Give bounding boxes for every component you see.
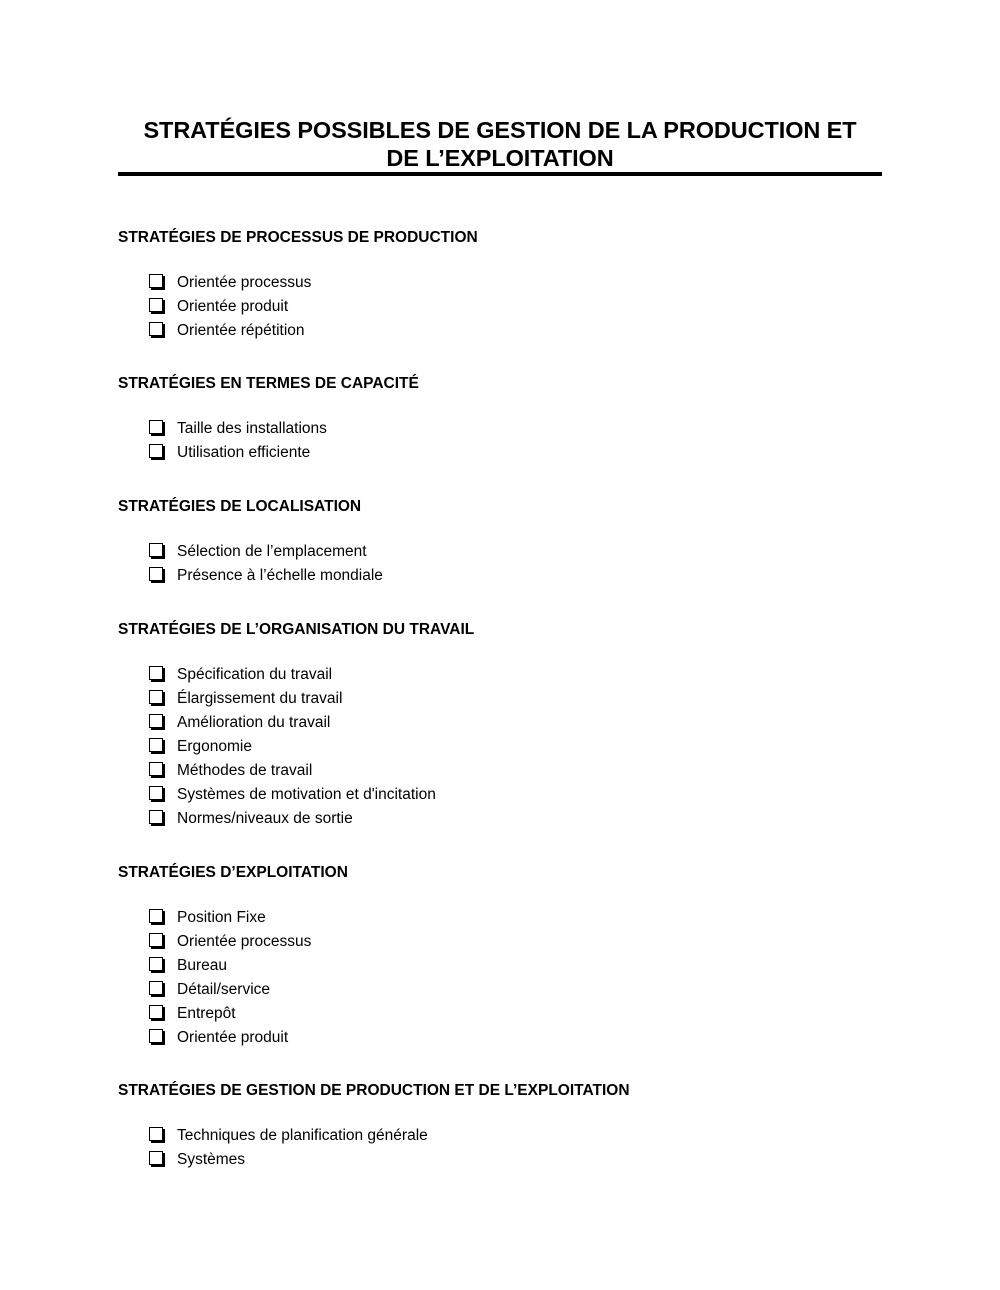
title-underline <box>118 172 882 176</box>
checklist-item[interactable] <box>149 711 882 735</box>
section-heading: STRATÉGIES EN TERMES DE CAPACITÉ <box>118 375 419 392</box>
section-gestion-production-exploitation <box>118 1082 882 1172</box>
item-label: Position Fixe <box>177 909 266 926</box>
item-label: Bureau <box>177 957 227 974</box>
checkbox-icon[interactable] <box>149 543 163 557</box>
checklist-item[interactable] <box>149 663 882 687</box>
title-line-2: DE L’EXPLOITATION <box>386 145 614 171</box>
item-label: Orientée processus <box>177 933 312 950</box>
checklist-item[interactable] <box>149 564 882 588</box>
section-localisation <box>118 498 882 588</box>
item-label: Sélection de l’emplacement <box>177 543 367 560</box>
checklist-item[interactable] <box>149 417 882 441</box>
checkbox-icon[interactable] <box>149 1005 163 1019</box>
checkbox-icon[interactable] <box>149 909 163 923</box>
checklist-item[interactable] <box>149 807 882 831</box>
item-label: Orientée répétition <box>177 322 305 339</box>
checkbox-icon[interactable] <box>149 690 163 704</box>
checklist-item[interactable] <box>149 954 882 978</box>
checklist-item[interactable] <box>149 759 882 783</box>
checkbox-icon[interactable] <box>149 444 163 458</box>
item-label: Orientée produit <box>177 1029 289 1046</box>
checkbox-icon[interactable] <box>149 957 163 971</box>
checklist-item[interactable] <box>149 783 882 807</box>
checkbox-icon[interactable] <box>149 666 163 680</box>
item-label: Amélioration du travail <box>177 714 331 731</box>
checkbox-icon[interactable] <box>149 298 163 312</box>
title-line-1: STRATÉGIES POSSIBLES DE GESTION DE LA PRODUCTION ET <box>143 117 857 143</box>
checklist-item[interactable] <box>149 735 882 759</box>
section-exploitation <box>118 864 882 1050</box>
section-processus-production <box>118 229 882 343</box>
checklist-item[interactable] <box>149 1124 882 1148</box>
document-title <box>118 116 882 172</box>
checkbox-icon[interactable] <box>149 420 163 434</box>
item-label: Spécification du travail <box>177 666 333 683</box>
checklist-item[interactable] <box>149 441 882 465</box>
checklist-item[interactable] <box>149 930 882 954</box>
item-label: Élargissement du travail <box>177 690 343 707</box>
section-heading: STRATÉGIES D’EXPLOITATION <box>118 864 348 881</box>
checkbox-icon[interactable] <box>149 1029 163 1043</box>
checklist-item[interactable] <box>149 978 882 1002</box>
checkbox-icon[interactable] <box>149 1127 163 1141</box>
checkbox-icon[interactable] <box>149 322 163 336</box>
item-label: Orientée processus <box>177 274 312 291</box>
item-label: Techniques de planification générale <box>177 1127 428 1144</box>
section-heading: STRATÉGIES DE PROCESSUS DE PRODUCTION <box>118 229 478 246</box>
checklist-item[interactable] <box>149 1002 882 1026</box>
checkbox-icon[interactable] <box>149 714 163 728</box>
checkbox-icon[interactable] <box>149 933 163 947</box>
item-label: Ergonomie <box>177 738 252 755</box>
checklist-item[interactable] <box>149 1148 882 1172</box>
checklist-item[interactable] <box>149 906 882 930</box>
item-label: Orientée produit <box>177 298 289 315</box>
checklist-item[interactable] <box>149 319 882 343</box>
checkbox-icon[interactable] <box>149 1151 163 1165</box>
checkbox-icon[interactable] <box>149 810 163 824</box>
checkbox-icon[interactable] <box>149 274 163 288</box>
section-capacite <box>118 375 882 465</box>
checklist-item[interactable] <box>149 687 882 711</box>
section-heading: STRATÉGIES DE GESTION DE PRODUCTION ET DE L’EXPLOITATION <box>118 1082 630 1099</box>
item-label: Systèmes de motivation et d'incitation <box>177 786 436 803</box>
checkbox-icon[interactable] <box>149 567 163 581</box>
section-heading: STRATÉGIES DE L’ORGANISATION DU TRAVAIL <box>118 621 475 638</box>
item-label: Entrepôt <box>177 1005 236 1022</box>
section-organisation-travail <box>118 621 882 831</box>
checkbox-icon[interactable] <box>149 981 163 995</box>
checkbox-icon[interactable] <box>149 762 163 776</box>
item-label: Présence à l’échelle mondiale <box>177 567 383 584</box>
checklist-item[interactable] <box>149 540 882 564</box>
item-label: Méthodes de travail <box>177 762 313 779</box>
item-label: Taille des installations <box>177 420 327 437</box>
item-label: Détail/service <box>177 981 271 998</box>
checkbox-icon[interactable] <box>149 738 163 752</box>
item-label: Utilisation efficiente <box>177 444 311 461</box>
checklist-item[interactable] <box>149 295 882 319</box>
section-heading: STRATÉGIES DE LOCALISATION <box>118 498 362 515</box>
checkbox-icon[interactable] <box>149 786 163 800</box>
checklist-item[interactable] <box>149 271 882 295</box>
checklist-item[interactable] <box>149 1026 882 1050</box>
item-label: Systèmes <box>177 1151 246 1168</box>
item-label: Normes/niveaux de sortie <box>177 810 353 827</box>
